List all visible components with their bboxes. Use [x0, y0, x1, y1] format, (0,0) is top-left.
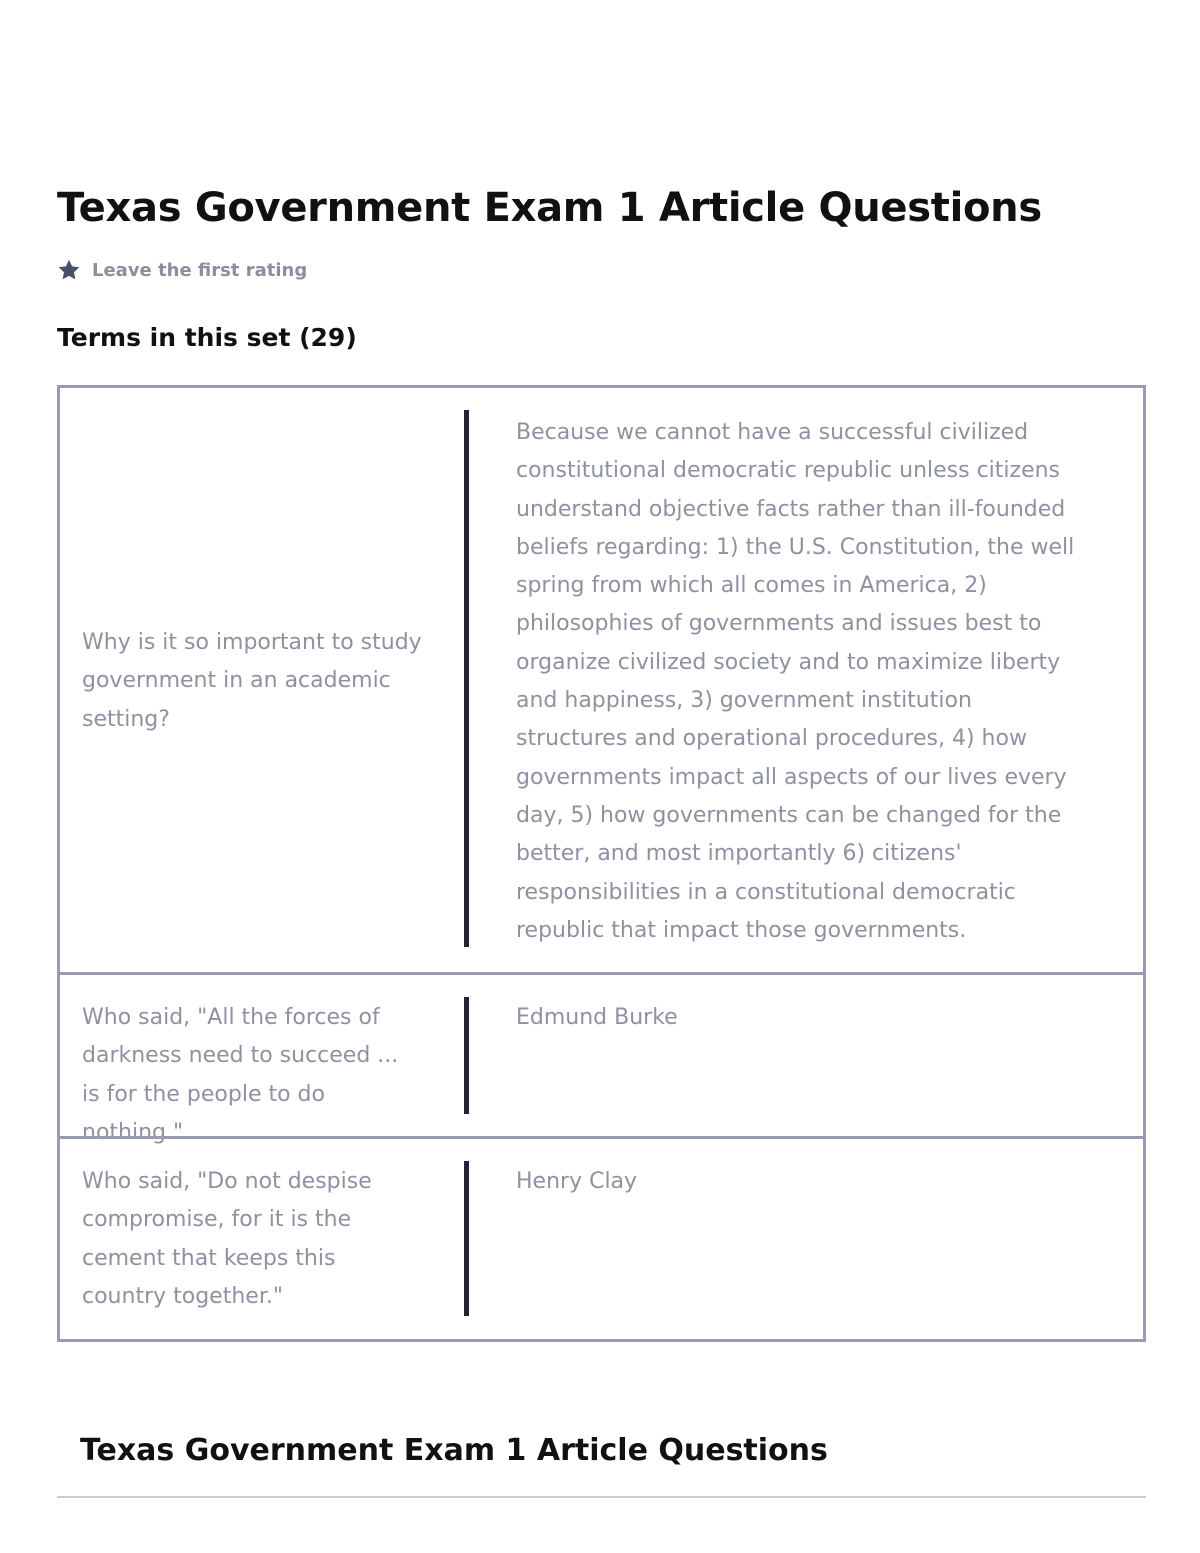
definition-text: Edmund Burke — [516, 1005, 678, 1030]
term-divider — [464, 410, 469, 947]
rating-button[interactable] — [57, 256, 307, 284]
terms-list — [57, 385, 1146, 1342]
page-title: Texas Government Exam 1 Article Questions — [57, 185, 1042, 231]
term-row — [60, 388, 1143, 972]
terms-count-heading: Terms in this set (29) — [57, 323, 357, 352]
term-text: Who said, "All the forces of darkness need to succeed ... is for the people to do nothing." — [82, 1005, 399, 1145]
definition-text: Henry Clay — [516, 1169, 638, 1194]
definition-text: Because we cannot have a successful civilized constitutional democratic republic unless citizens understand objective facts rather than ill-founded beliefs regarding: 1) the U.S. Constitution, the well spring from which all comes in America, 2) philosophies of governments and issues best to organize civilized society and to maximize liberty and happiness, 3) government institution structures and operational procedures, 4) how governments impact all aspects of our lives every day, 5) how governments can be changed for the better, and most importantly 6) citizens' responsibilities in a constitutional democratic republic that impact those governments. — [516, 420, 1075, 943]
term-text: Why is it so important to study government in an academic setting? — [82, 630, 422, 732]
term-text: Who said, "Do not despise compromise, for it is the cement that keeps this country together." — [82, 1169, 372, 1309]
term-divider — [464, 1161, 469, 1316]
term-row — [60, 1136, 1143, 1339]
star-icon — [57, 258, 81, 282]
footer-title: Texas Government Exam 1 Article Questions — [80, 1433, 828, 1468]
term-row — [60, 972, 1143, 1145]
footer-divider — [57, 1496, 1146, 1498]
rating-label: Leave the first rating — [92, 259, 308, 281]
term-divider — [464, 997, 469, 1114]
